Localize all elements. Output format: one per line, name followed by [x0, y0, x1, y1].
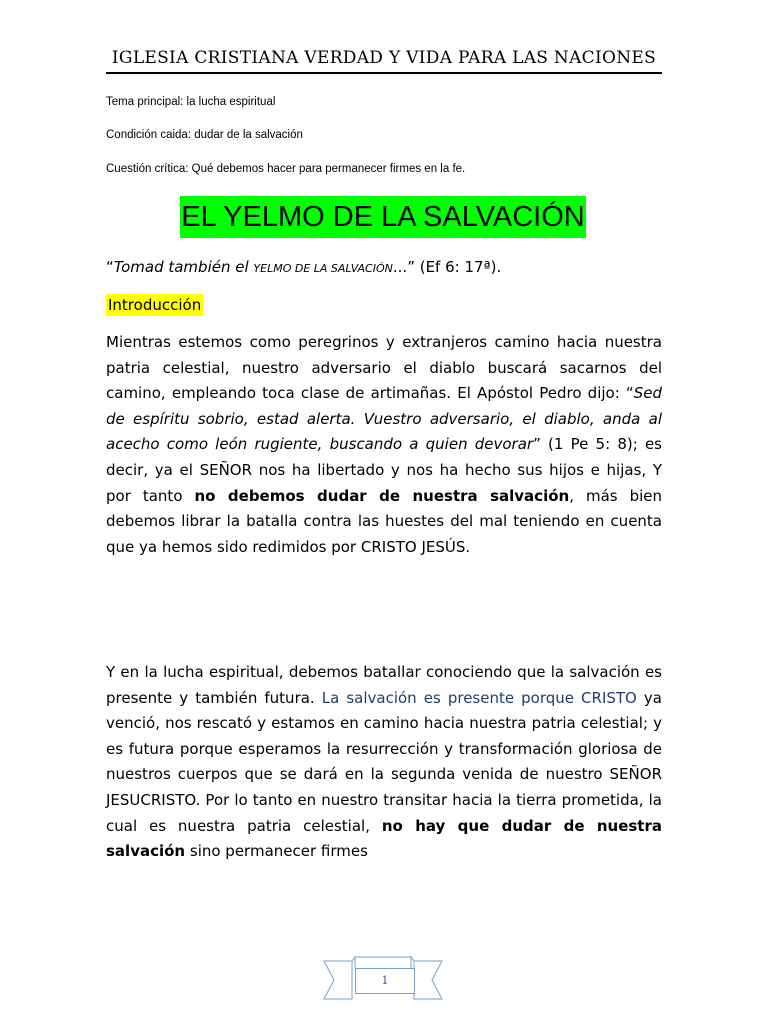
p1-italic-quote: Sed de espíritu sobrio, estad alerta. Vuestro adversario, el diablo, anda al acecho como león rugiente, buscando a quien devorar	[106, 384, 662, 454]
p2-bold: no hay que dudar de nuestra salvación	[106, 816, 662, 861]
quote-smallcaps: YELMO DE LA SALVACIÓN	[253, 262, 393, 275]
p1-text-1: Mientras estemos como peregrinos y extranjeros camino hacia nuestra patria celestial, nuestro adversario el diablo buscará sacarnos del camino, empleando toca clase de artimañas. El Apóstol Pedro dijo: “	[106, 333, 662, 403]
p1-text-2: ” (1 Pe 5: 8); es decir, ya el SEÑOR nos ha libertado y nos ha hecho sus hijos e hijas, Y por tanto	[106, 435, 662, 505]
paragraph-1	[106, 330, 662, 560]
p2-text-2: ya venció, nos rescató y estamos en camino hacia nuestra patria celestial; y es futura porque esperamos la resurrección y transformación gloriosa de nuestros cuerpos que se dará en la segunda venida de nuestro SEÑOR JESUCRISTO. Por lo tanto en nuestro transitar hacia la tierra prometida, la cual es nuestra patria celestial,	[106, 688, 662, 835]
document-title: EL YELMO DE LA SALVACIÓN	[180, 196, 586, 238]
meta-condicion: Condición caida: dudar de la salvación	[106, 129, 303, 141]
p1-text-3: , más bien debemos librar la batalla contra las huestes del mal teniendo en cuenta que ya hemos sido redimidos por CRISTO JESÚS.	[106, 486, 662, 556]
quote-reference: ” (Ef 6: 17ª).	[407, 258, 502, 276]
page-number: 1	[355, 968, 415, 994]
quote-italic: Tomad también el	[113, 258, 254, 276]
quote-open: “	[106, 258, 114, 276]
opening-quote	[106, 258, 501, 276]
quote-ellipsis: ...	[392, 258, 408, 276]
p2-text-1: Y en la lucha espiritual, debemos batallar conociendo que la salvación es presente y también futura.	[106, 663, 662, 707]
meta-cuestion: Cuestión crítica: Qué debemos hacer para permanecer firmes en la fe.	[106, 163, 466, 175]
p2-text-3: sino permanecer firmes	[185, 842, 368, 861]
paragraph-2	[106, 660, 662, 865]
meta-tema: Tema principal: la lucha espiritual	[106, 96, 276, 108]
intro-heading: Introducción	[108, 296, 202, 314]
header-title: IGLESIA CRISTIANA VERDAD Y VIDA PARA LAS NACIONES	[111, 48, 657, 68]
p1-bold: no debemos dudar de nuestra salvación	[194, 486, 570, 505]
p2-blue-text: La salvación es presente porque CRISTO	[321, 688, 637, 707]
header-divider	[106, 72, 662, 74]
